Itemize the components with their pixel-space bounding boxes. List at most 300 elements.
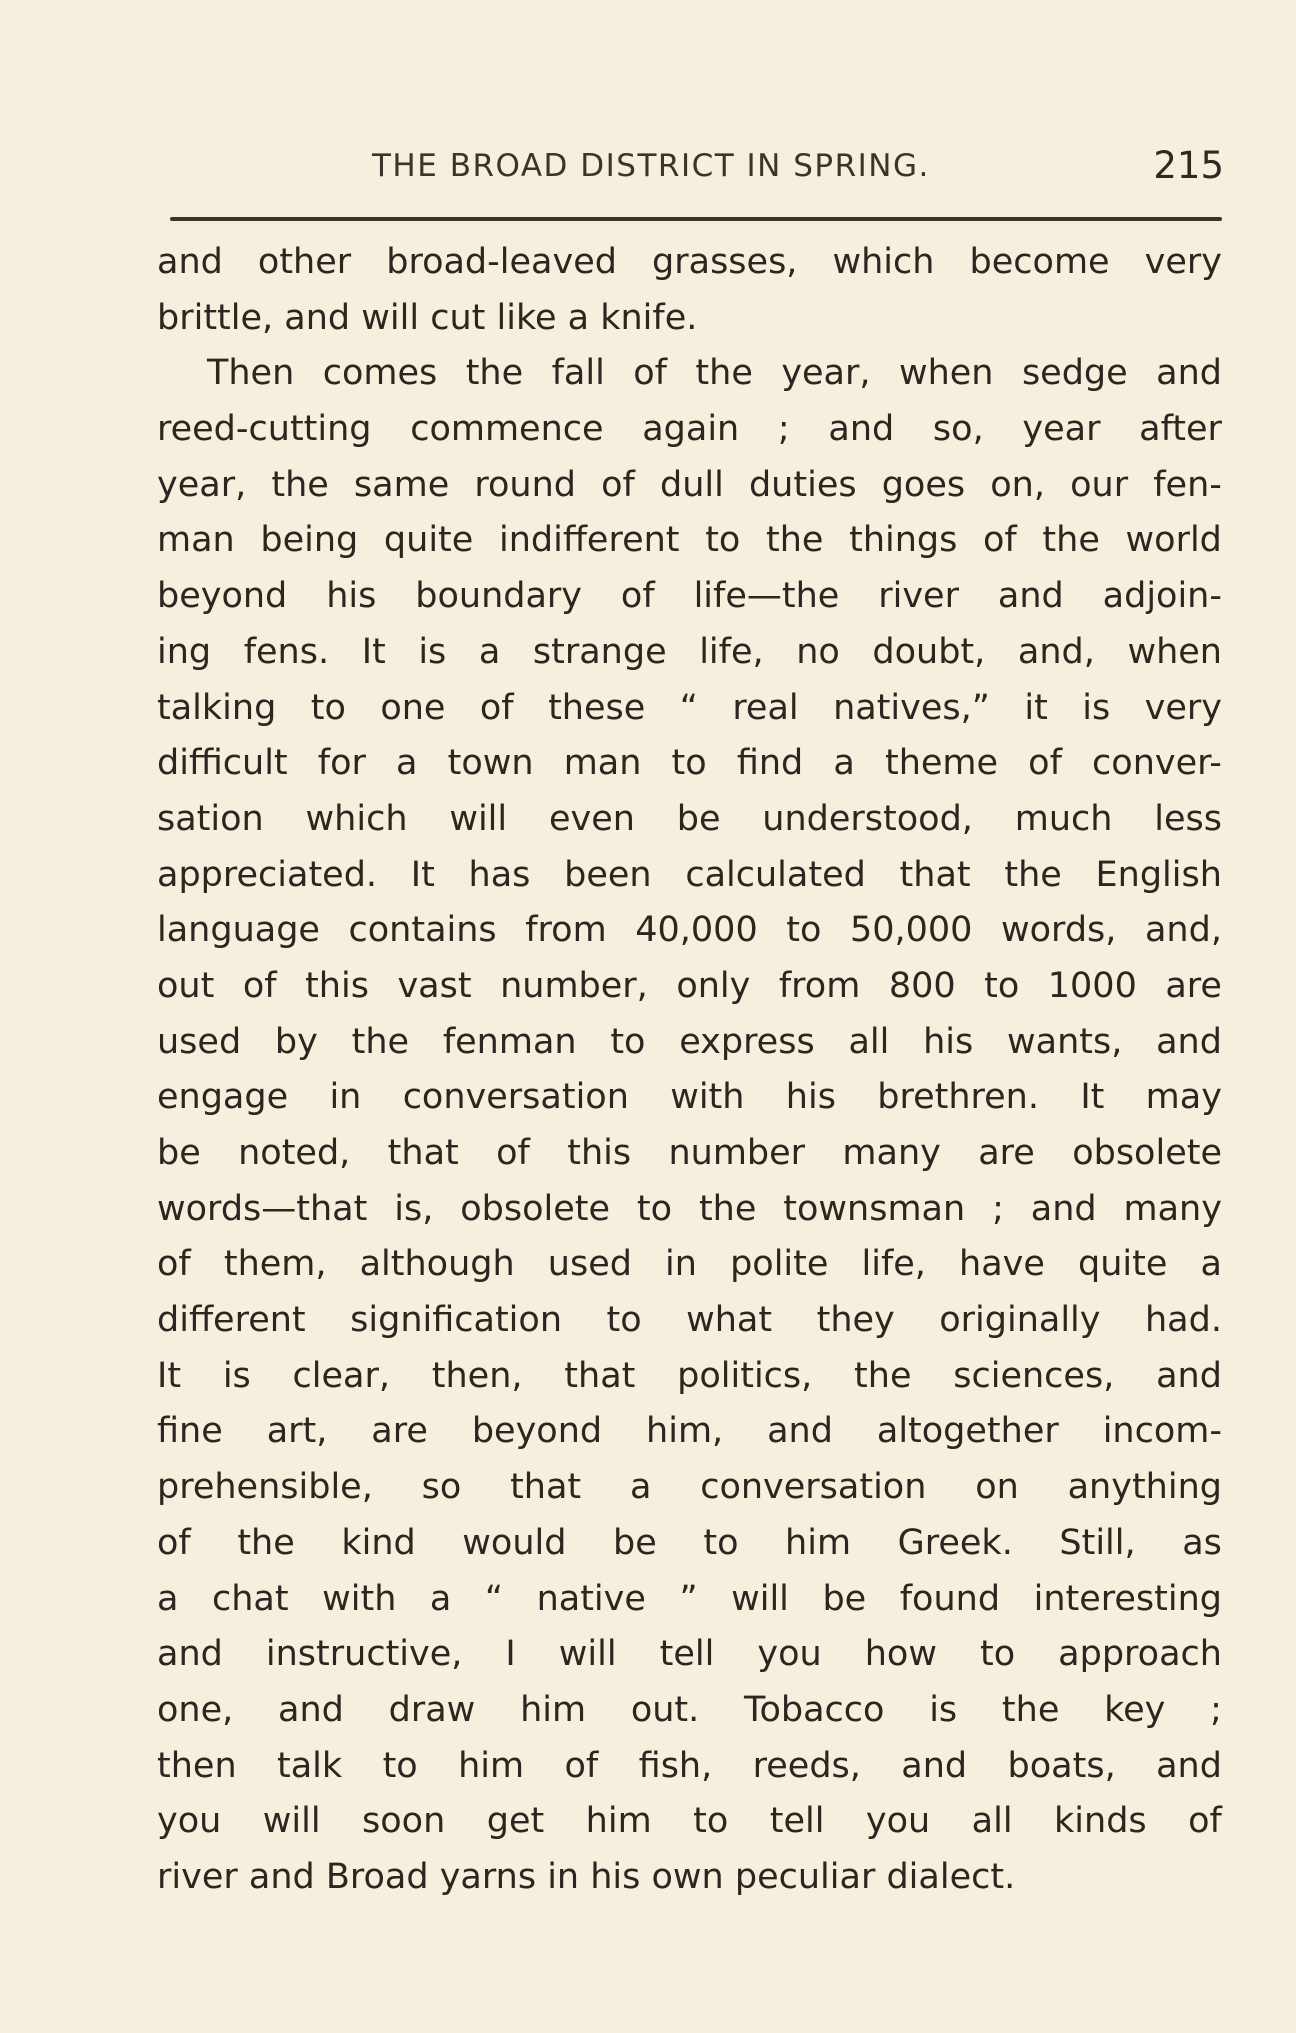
word: to bbox=[382, 1745, 418, 1786]
word: obsolete bbox=[460, 1188, 611, 1229]
word: boats, bbox=[1007, 1745, 1116, 1786]
word: of bbox=[1028, 743, 1062, 784]
text-line bbox=[157, 1404, 1222, 1460]
word: to bbox=[705, 520, 741, 561]
text-line bbox=[157, 346, 1222, 402]
word: this bbox=[567, 1133, 632, 1173]
word: to bbox=[786, 910, 822, 951]
word: to bbox=[979, 1634, 1016, 1675]
word: commence bbox=[410, 409, 604, 450]
word: and bbox=[767, 1411, 833, 1452]
word: the bbox=[1042, 520, 1100, 561]
word: Then bbox=[207, 353, 295, 394]
word: brittle, bbox=[157, 297, 285, 338]
word: and bbox=[1030, 1188, 1097, 1229]
word: which bbox=[305, 798, 408, 839]
text-line bbox=[157, 1739, 1222, 1795]
text-line bbox=[157, 848, 1222, 904]
word: anything bbox=[1067, 1467, 1222, 1508]
word: I bbox=[505, 1634, 516, 1675]
text-line bbox=[157, 458, 1222, 514]
word: his bbox=[590, 1856, 652, 1897]
word: talk bbox=[277, 1745, 343, 1786]
word: own bbox=[651, 1856, 735, 1897]
text-line bbox=[157, 959, 1222, 1015]
word: become bbox=[969, 242, 1110, 282]
word: all bbox=[971, 1801, 1013, 1842]
text-line bbox=[157, 291, 1222, 347]
word: all bbox=[848, 1021, 890, 1062]
word: used bbox=[157, 1021, 242, 1062]
word: the bbox=[465, 353, 524, 394]
word: tell bbox=[769, 1801, 825, 1842]
word: other bbox=[257, 242, 352, 282]
word: is bbox=[929, 1689, 958, 1730]
word: less bbox=[1154, 798, 1222, 839]
word: and bbox=[157, 242, 223, 282]
word: life, bbox=[861, 1244, 926, 1285]
word: talking bbox=[157, 687, 277, 728]
word: a bbox=[567, 297, 601, 338]
word: that bbox=[510, 1467, 582, 1508]
word: fen- bbox=[1153, 464, 1222, 505]
word: number bbox=[668, 1133, 806, 1173]
word: being bbox=[260, 520, 359, 561]
word: like bbox=[496, 297, 568, 338]
word: sedge bbox=[1021, 353, 1128, 394]
text-line bbox=[157, 1349, 1222, 1405]
word: calculated bbox=[685, 854, 866, 895]
word: kinds bbox=[1054, 1801, 1147, 1842]
word: these bbox=[548, 687, 646, 728]
word: be bbox=[613, 1522, 657, 1563]
word: and bbox=[1156, 1021, 1222, 1062]
word: chat bbox=[211, 1578, 289, 1619]
word: him bbox=[520, 1689, 587, 1730]
word: and bbox=[1156, 1745, 1222, 1786]
word: native bbox=[536, 1578, 646, 1619]
word: world bbox=[1125, 520, 1222, 561]
word: of bbox=[983, 520, 1017, 561]
word: them, bbox=[223, 1244, 327, 1285]
word: him bbox=[585, 1801, 652, 1842]
word: for bbox=[317, 743, 366, 784]
word: duties bbox=[748, 464, 857, 505]
word: the bbox=[1001, 1689, 1060, 1730]
word: words—that bbox=[157, 1188, 368, 1229]
text-line bbox=[157, 625, 1222, 681]
text-line bbox=[157, 736, 1222, 792]
word: very bbox=[1144, 242, 1222, 282]
word: again bbox=[642, 409, 740, 450]
word: had. bbox=[1144, 1300, 1222, 1341]
word: that bbox=[899, 854, 971, 895]
word: It bbox=[361, 631, 386, 672]
word: a bbox=[429, 1578, 452, 1619]
word: a bbox=[1200, 1244, 1222, 1285]
text-line bbox=[157, 235, 1222, 291]
word: the bbox=[237, 1522, 295, 1563]
text-line bbox=[157, 1516, 1222, 1572]
word: what bbox=[686, 1300, 773, 1341]
word: when bbox=[1127, 631, 1222, 672]
word: of bbox=[157, 1244, 191, 1285]
word: and bbox=[828, 409, 895, 450]
word: dialect. bbox=[886, 1856, 1016, 1897]
word: this bbox=[305, 965, 369, 1006]
text-line bbox=[157, 402, 1222, 458]
word: and bbox=[901, 1745, 968, 1786]
word: have bbox=[959, 1244, 1045, 1285]
word: to bbox=[693, 1801, 729, 1842]
word: engage bbox=[157, 1077, 289, 1118]
word: be bbox=[676, 798, 721, 839]
running-title: THE BROAD DISTRICT IN SPRING. bbox=[372, 148, 930, 184]
word: may bbox=[1145, 1077, 1222, 1118]
word: are bbox=[978, 1133, 1035, 1173]
word: out. bbox=[630, 1689, 700, 1730]
word: of bbox=[564, 1745, 599, 1786]
text-line bbox=[157, 1460, 1222, 1516]
word: appreciated. bbox=[157, 854, 378, 895]
word: that bbox=[387, 1133, 459, 1173]
word: reeds, bbox=[752, 1745, 861, 1786]
word: boundary bbox=[415, 576, 583, 617]
word: after bbox=[1139, 409, 1222, 450]
word: his bbox=[785, 1077, 836, 1118]
word: then, bbox=[431, 1355, 523, 1396]
word: him bbox=[458, 1745, 525, 1786]
word: of bbox=[1188, 1801, 1222, 1842]
word: express bbox=[679, 1021, 815, 1062]
word: ; bbox=[777, 409, 790, 450]
word: how bbox=[864, 1634, 937, 1675]
word: Broad bbox=[325, 1856, 440, 1897]
text-line bbox=[157, 1015, 1222, 1071]
word: you bbox=[157, 1801, 222, 1842]
word: conversation bbox=[700, 1467, 927, 1508]
word: many bbox=[1123, 1188, 1222, 1229]
word: quite bbox=[1078, 1244, 1168, 1285]
word: draw bbox=[388, 1689, 476, 1730]
word: that bbox=[564, 1355, 636, 1396]
word: art, bbox=[266, 1411, 328, 1452]
word: from bbox=[525, 910, 607, 951]
word: 800 bbox=[888, 965, 956, 1006]
word: sciences, bbox=[953, 1355, 1115, 1396]
word: reed-cutting bbox=[157, 409, 372, 450]
word: and bbox=[997, 576, 1064, 617]
word: from bbox=[778, 965, 861, 1006]
word: brethren. bbox=[877, 1077, 1039, 1118]
running-head bbox=[164, 144, 1224, 198]
word: and bbox=[248, 1856, 326, 1897]
word: conversation bbox=[402, 1077, 629, 1118]
word: sation bbox=[157, 798, 264, 839]
word: “ bbox=[679, 687, 698, 728]
word: key bbox=[1104, 1689, 1166, 1730]
word: a bbox=[833, 743, 855, 784]
word: with bbox=[322, 1578, 397, 1619]
word: beyond bbox=[157, 576, 288, 617]
word: of bbox=[601, 464, 635, 505]
word: townsman bbox=[783, 1188, 966, 1229]
word: fens. bbox=[243, 631, 330, 672]
word: dull bbox=[659, 464, 724, 505]
word: his bbox=[326, 576, 377, 617]
word: so, bbox=[932, 409, 984, 450]
word: you bbox=[865, 1801, 931, 1842]
word: understood, bbox=[762, 798, 973, 839]
word: river bbox=[878, 576, 959, 617]
word: the bbox=[1004, 854, 1062, 895]
word: so bbox=[421, 1467, 462, 1508]
word: “ bbox=[484, 1578, 504, 1619]
word: will bbox=[449, 798, 508, 839]
word: are bbox=[1165, 965, 1222, 1006]
header-rule bbox=[170, 217, 1222, 221]
word: adjoin- bbox=[1102, 576, 1222, 617]
word: is, bbox=[394, 1188, 434, 1229]
word: of bbox=[157, 1522, 191, 1563]
word: fish, bbox=[638, 1745, 713, 1786]
word: round bbox=[474, 464, 576, 505]
text-line bbox=[157, 1070, 1222, 1126]
word: and bbox=[1156, 1355, 1222, 1396]
word: life, bbox=[699, 631, 764, 672]
word: when bbox=[898, 353, 994, 394]
word: by bbox=[274, 1021, 318, 1062]
text-line bbox=[157, 1126, 1222, 1182]
word: one bbox=[380, 687, 446, 728]
word: different bbox=[157, 1300, 306, 1341]
word: Tobacco bbox=[744, 1689, 885, 1730]
word: year, bbox=[157, 464, 247, 505]
word: tell bbox=[659, 1634, 715, 1675]
word: grasses, bbox=[652, 242, 798, 282]
word: and bbox=[1156, 353, 1222, 394]
word: of bbox=[242, 965, 277, 1006]
text-line bbox=[157, 569, 1222, 625]
word: and, bbox=[1017, 631, 1095, 672]
word: him bbox=[785, 1522, 852, 1563]
word: and bbox=[278, 1689, 344, 1730]
word: life—the bbox=[693, 576, 840, 617]
word: the bbox=[698, 1188, 757, 1229]
word: only bbox=[676, 965, 751, 1006]
word: politics, bbox=[677, 1355, 813, 1396]
word: yarns bbox=[439, 1856, 548, 1897]
word: conver- bbox=[1092, 743, 1222, 784]
word: the bbox=[695, 353, 753, 394]
text-line bbox=[157, 513, 1222, 569]
word: it bbox=[1024, 687, 1048, 728]
word: and, bbox=[1144, 910, 1222, 951]
word: contains bbox=[348, 910, 497, 951]
word: year, bbox=[781, 353, 871, 394]
word: fine bbox=[157, 1411, 223, 1452]
word: and bbox=[157, 1634, 223, 1675]
word: even bbox=[548, 798, 635, 839]
word: to bbox=[610, 1021, 646, 1062]
word: the bbox=[854, 1355, 912, 1396]
word: a bbox=[629, 1467, 652, 1508]
text-line bbox=[157, 681, 1222, 737]
word: is bbox=[418, 631, 447, 672]
word: of bbox=[479, 687, 514, 728]
word: strange bbox=[532, 631, 667, 672]
word: interesting bbox=[1033, 1578, 1222, 1619]
word: real bbox=[732, 687, 799, 728]
word: on bbox=[975, 1467, 1019, 1508]
word: river bbox=[157, 1856, 249, 1897]
word: in bbox=[665, 1244, 697, 1285]
word: ing bbox=[157, 631, 212, 672]
word: difficult bbox=[157, 743, 288, 784]
text-line bbox=[157, 1627, 1222, 1683]
word: goes bbox=[881, 464, 966, 505]
word: approach bbox=[1058, 1634, 1222, 1675]
word: man bbox=[563, 743, 642, 784]
word: number, bbox=[500, 965, 648, 1006]
word: will bbox=[558, 1634, 617, 1675]
word: has bbox=[468, 854, 531, 895]
word: signification bbox=[350, 1300, 563, 1341]
text-line bbox=[157, 1850, 1222, 1906]
word: noted, bbox=[238, 1133, 351, 1173]
word: theme bbox=[884, 743, 999, 784]
word: then bbox=[157, 1745, 237, 1786]
word: English bbox=[1095, 854, 1222, 895]
word: peculiar bbox=[734, 1856, 887, 1897]
word: ” bbox=[679, 1578, 698, 1619]
word: will bbox=[361, 297, 431, 338]
word: be bbox=[822, 1578, 867, 1619]
word: one, bbox=[157, 1689, 234, 1730]
word: of bbox=[620, 576, 655, 617]
word: our bbox=[1070, 464, 1129, 505]
word: a bbox=[157, 1578, 179, 1619]
word: of bbox=[496, 1133, 530, 1173]
word: is bbox=[222, 1355, 251, 1396]
text-line bbox=[157, 1683, 1222, 1739]
word: find bbox=[736, 743, 804, 784]
word: which bbox=[832, 242, 935, 282]
word: year bbox=[1022, 409, 1101, 450]
word: his bbox=[923, 1021, 974, 1062]
word: kind bbox=[341, 1522, 416, 1563]
word: very bbox=[1144, 687, 1222, 728]
word: to bbox=[606, 1300, 642, 1341]
word: It bbox=[157, 1355, 182, 1396]
word: words, bbox=[1001, 910, 1117, 951]
word: would bbox=[462, 1522, 567, 1563]
word: town bbox=[447, 743, 534, 784]
word: to bbox=[703, 1522, 739, 1563]
word: will bbox=[262, 1801, 321, 1842]
word: and bbox=[284, 297, 362, 338]
word: the bbox=[765, 520, 824, 561]
word: soon bbox=[362, 1801, 446, 1842]
word: altogether bbox=[876, 1411, 1059, 1452]
word: to bbox=[310, 687, 346, 728]
word: comes bbox=[322, 353, 438, 394]
word: indifferent bbox=[498, 520, 680, 561]
word: used bbox=[547, 1244, 632, 1285]
word: no bbox=[796, 631, 840, 672]
word: same bbox=[353, 464, 450, 505]
word: the bbox=[271, 464, 329, 505]
word: obsolete bbox=[1072, 1133, 1222, 1173]
word: clear, bbox=[292, 1355, 391, 1396]
word: been bbox=[564, 854, 652, 895]
text-line bbox=[157, 1237, 1222, 1293]
word: knife. bbox=[600, 297, 698, 338]
word: to bbox=[636, 1188, 673, 1229]
word: It bbox=[410, 854, 435, 895]
word: It bbox=[1080, 1077, 1105, 1118]
word: will bbox=[731, 1578, 789, 1619]
word: man bbox=[157, 520, 235, 561]
text-line bbox=[157, 1293, 1222, 1349]
word: to bbox=[984, 965, 1020, 1006]
text-line bbox=[157, 903, 1222, 959]
word: you bbox=[757, 1634, 822, 1675]
word: incom- bbox=[1102, 1411, 1222, 1452]
word: him, bbox=[646, 1411, 724, 1452]
page-number: 215 bbox=[1153, 144, 1224, 187]
word: vast bbox=[397, 965, 472, 1006]
word: polite bbox=[730, 1244, 829, 1285]
word: a bbox=[478, 631, 501, 672]
word: get bbox=[486, 1801, 545, 1842]
word: doubt, bbox=[872, 631, 986, 672]
text-line bbox=[157, 1794, 1222, 1850]
word: ; bbox=[992, 1188, 1004, 1229]
word: 40,000 bbox=[635, 910, 758, 951]
word: Still, bbox=[1059, 1522, 1136, 1563]
word: although bbox=[359, 1244, 515, 1285]
word: 50,000 bbox=[849, 910, 973, 951]
word: as bbox=[1182, 1522, 1222, 1563]
text-line bbox=[157, 1572, 1222, 1628]
word: a bbox=[396, 743, 418, 784]
body-text bbox=[157, 235, 1222, 1906]
word: things bbox=[849, 520, 958, 561]
word: in bbox=[547, 1856, 591, 1897]
word: language bbox=[157, 910, 320, 951]
word: with bbox=[670, 1077, 745, 1118]
word: they bbox=[816, 1300, 895, 1341]
word: Greek. bbox=[897, 1522, 1013, 1563]
word: is bbox=[1082, 687, 1111, 728]
word: found bbox=[899, 1578, 1001, 1619]
word: to bbox=[671, 743, 707, 784]
word: of bbox=[633, 353, 667, 394]
word: quite bbox=[383, 520, 474, 561]
word: prehensible, bbox=[157, 1467, 373, 1508]
word: in bbox=[329, 1077, 362, 1118]
text-line bbox=[157, 1182, 1222, 1238]
word: originally bbox=[939, 1300, 1101, 1341]
word: natives,” bbox=[833, 687, 990, 728]
word: ; bbox=[1210, 1689, 1222, 1730]
word: instructive, bbox=[265, 1634, 463, 1675]
word: the bbox=[351, 1021, 410, 1062]
word: be bbox=[157, 1133, 201, 1173]
word: out bbox=[157, 965, 215, 1006]
word: on, bbox=[990, 464, 1045, 505]
